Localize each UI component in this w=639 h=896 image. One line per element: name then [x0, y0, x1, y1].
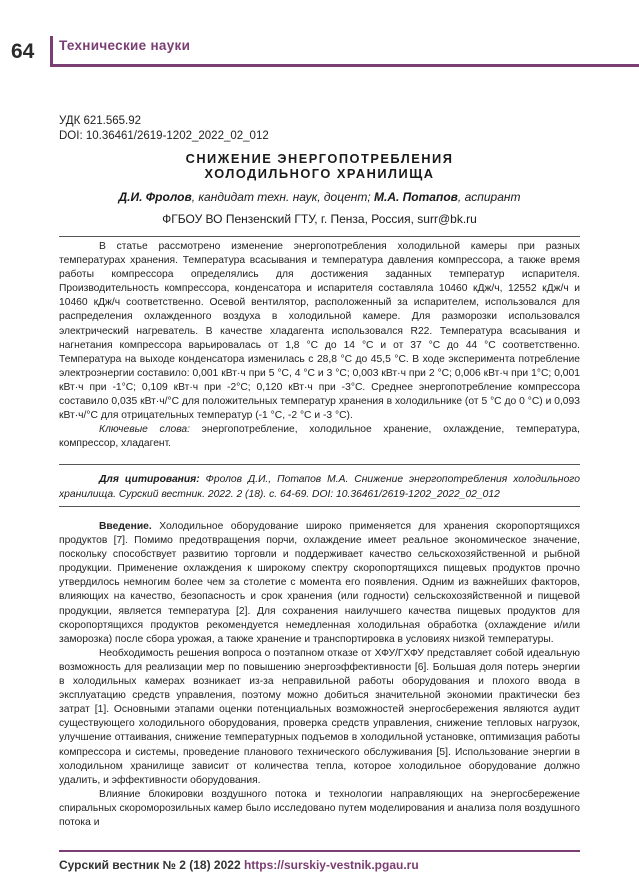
- footer: [59, 858, 419, 872]
- author-1-role: , кандидат техн. наук, доцент;: [191, 190, 375, 204]
- citation-label: Для цитирования:: [99, 474, 200, 485]
- citation-bottom-rule: [59, 506, 580, 507]
- intro-paragraph: [59, 520, 580, 647]
- keywords: [59, 423, 580, 451]
- footer-divider: [59, 850, 580, 852]
- author-2-role: , аспирант: [457, 190, 521, 204]
- keywords-label: Ключевые слова:: [99, 424, 190, 436]
- udk-code: УДК 621.565.92: [59, 115, 142, 127]
- body-paragraph-2: Необходимость решения вопроса о поэтапном отказе от ХФУ/ГХФУ представляет собой идеальную возможность для реализации мер по повышению энергоэффективности [6]. Большая доля потерь энергии в холодильных камерах возникает из-за неправильной работы оборудования и плохого ввода в эксплуатацию средств управления, поэтому можно добиться значительной экономии практически без затрат [1]. Основными этапами оценки потенциальных возможностей энергосбережения являются аудит существующего холодильного оборудования, проверка средств управления, снижение тепловых нагрузок, улучшение оттаивания, снижение температурных подъемов в холодильной установке, оптимизация работы компрессора и системы, проведение планового технического обслуживания [5]. Использование энергии в холодильном хранилище зависит от количества тепла, которое холодильное оборудование должно удалить, и эффективности оборудования.: [59, 647, 580, 786]
- header-divider: [50, 64, 639, 67]
- affiliation: ФГБОУ ВО Пензенский ГТУ, г. Пенза, Россия, surr@bk.ru: [162, 212, 477, 226]
- title-line-1: СНИЖЕНИЕ ЭНЕРГОПОТРЕБЛЕНИЯ: [185, 151, 454, 166]
- abstract-top-rule: [59, 236, 580, 237]
- author-2-name: М.А. Потапов: [374, 190, 458, 204]
- journal-url[interactable]: https://surskiy-vestnik.pgau.ru: [243, 858, 419, 872]
- doi: DOI: 10.36461/2619-1202_2022_02_012: [59, 130, 269, 142]
- abstract: [59, 240, 580, 451]
- author-1-name: Д.И. Фролов: [118, 190, 192, 204]
- authors: [59, 190, 580, 204]
- intro-label: Введение.: [99, 521, 152, 532]
- abstract-text: В статье рассмотрено изменение энергопотребления холодильной камеры при разных температурах хранения. Температура всасывания и температура давления компрессора, а также время работы компрессора определялись для достижения заданных температур испарителя. Производительность компрессора, конденсатора и испарителя составляла 10460 кДж/ч, 12552 кДж/ч и 10460 кДж/ч соответственно. Осевой вентилятор, расположенный за испарителем, использовался для распределения охлажденного воздуха в холодильной камере. Для разморозки использовался электрический нагреватель. В качестве хладагента использовался R22. Температура всасывания и нагнетания компрессора варьировалась от 1,8 °С до 14 °С и от 37 °С до 44 °С соответственно. Температура на выходе конденсатора изменилась с 28,8 °С до 45,5 °С. В ходе эксперимента потребление электроэнергии составило: 0,001 кВт·ч при 5 °С, 4 °С и 3 °С; 0,003 кВт·ч при 2 °С; 0,006 кВт·ч при 1°С; 0,001 кВт·ч при -1°С; 0,109 кВт·ч при -2°С; 0,120 кВт·ч при -3°С. Среднее энергопотребление компрессора составило 0,035 кВт·ч/°С для положительных температур хранения в холодильнике (от 5 °С до 0 °С) и 0,093 кВт·ч/°С для отрицательных температур (-1 °С, -2 °С и -3 °С).: [59, 241, 580, 422]
- abstract-bottom-rule: [59, 464, 580, 465]
- header-divider-vertical: [50, 36, 53, 66]
- section-title: Технические науки: [59, 38, 191, 53]
- body-paragraph-3: Влияние блокировки воздушного потока и технологии направляющих на энергосбережение спиральных скороморозильных камер было исследовано путем моделирования и анализа поля воздушного потока и: [59, 788, 580, 828]
- article-title: [59, 151, 580, 181]
- citation: [59, 473, 580, 502]
- title-line-2: ХОЛОДИЛЬНОГО ХРАНИЛИЩА: [204, 166, 435, 181]
- citation-paragraph: [59, 473, 580, 502]
- keywords-text: энергопотребление, холодильное хранение, охлаждение, температура, компрессор, хладагент.: [59, 424, 581, 450]
- page-number: 64: [11, 40, 35, 63]
- intro-text: Холодильное оборудование широко применяется для хранения скоропортящихся продуктов [7]. Помимо предотвращения порчи, охлаждение имеет реальное экономическое значение, поскольку способствует развитию торговли и поддерживает качество сельскохозяйственной и рыбной продукции. Применение охлаждения к широкому спектру скоропортящихся пищевых продуктов прочно утвердилось немногим более чем за столетие с момента его появления. Одним из важнейших факторов, влияющих на качество, безопасность и срок хранения (или годности) сельскохозяйственной и пищевой продукции, является температура [2]. Для сохранения наилучшего качества пищевых продуктов для скоропортящихся продуктов рекомендуется немедленная холодильная обработка (охлаждение и/или заморозка) после сбора урожая, а также хранение и транспортировка в условиях низкой температуры.: [59, 521, 580, 645]
- journal-name: Сурский вестник № 2 (18) 2022: [59, 858, 244, 872]
- citation-text: Фролов Д.И., Потапов М.А. Снижение энергопотребления холодильного хранилища. Сурский вестник. 2022. 2 (18). с. 64-69. DOI: 10.36461/2619-1202_2022_02_012: [59, 474, 580, 500]
- article-body: [59, 520, 580, 830]
